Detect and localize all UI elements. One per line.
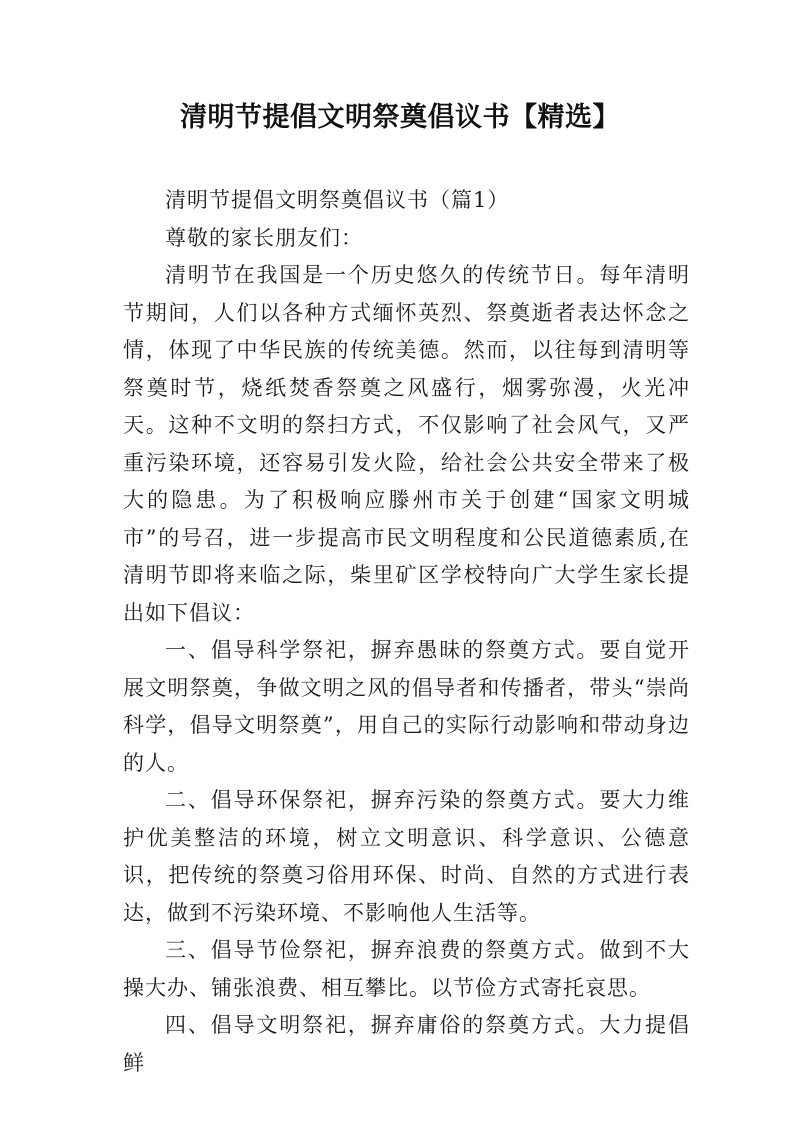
section-heading: 清明节提倡文明祭奠倡议书（篇1）	[165, 188, 510, 212]
document-body	[123, 182, 690, 1082]
paragraph-proposal-3: 三、倡导节俭祭祀，摒弃浪费的祭奠方式。做到不大操大办、铺张浪费、相互攀比。以节俭方式寄托哀思。	[123, 938, 690, 1000]
paragraph-proposal-4: 四、倡导文明祭祀，摒弃庸俗的祭奠方式。大力提倡鲜	[123, 1013, 690, 1075]
document-title: 清明节提倡文明祭奠倡议书【精选】	[180, 102, 620, 133]
salutation: 尊敬的家长朋友们：	[165, 225, 363, 250]
paragraph-intro: 清明节在我国是一个历史悠久的传统节日。每年清明节期间，人们以各种方式缅怀英烈、祭奠逝者表达怀念之情，体现了中华民族的传统美德。然而，以往每到清明等祭奠时节，烧纸焚香祭奠之风盛行，烟雾弥漫，火光冲天。这种不文明的祭扫方式，不仅影响了社会风气，又严重污染环境，还容易引发火险，给社会公共安全带来了极大的隐患。为了积极响应滕州市关于创建“国家文明城市”的号召，进一步提高市民文明程度和公民道德素质,在清明节即将来临之际，柴里矿区学校特向广大学生家长提出如下倡议：	[123, 263, 690, 625]
paragraph-proposal-1: 一、倡导科学祭祀，摒弃愚昧的祭奠方式。要自觉开展文明祭奠，争做文明之风的倡导者和传播者，带头“崇尚科学，倡导文明祭奠”，用自己的实际行动影响和带动身边的人。	[123, 638, 690, 775]
paragraph-proposal-2: 二、倡导环保祭祀，摒弃污染的祭奠方式。要大力维护优美整洁的环境，树立文明意识、科学意识、公德意识，把传统的祭奠习俗用环保、时尚、自然的方式进行表达，做到不污染环境、不影响他人生活等。	[123, 788, 690, 925]
